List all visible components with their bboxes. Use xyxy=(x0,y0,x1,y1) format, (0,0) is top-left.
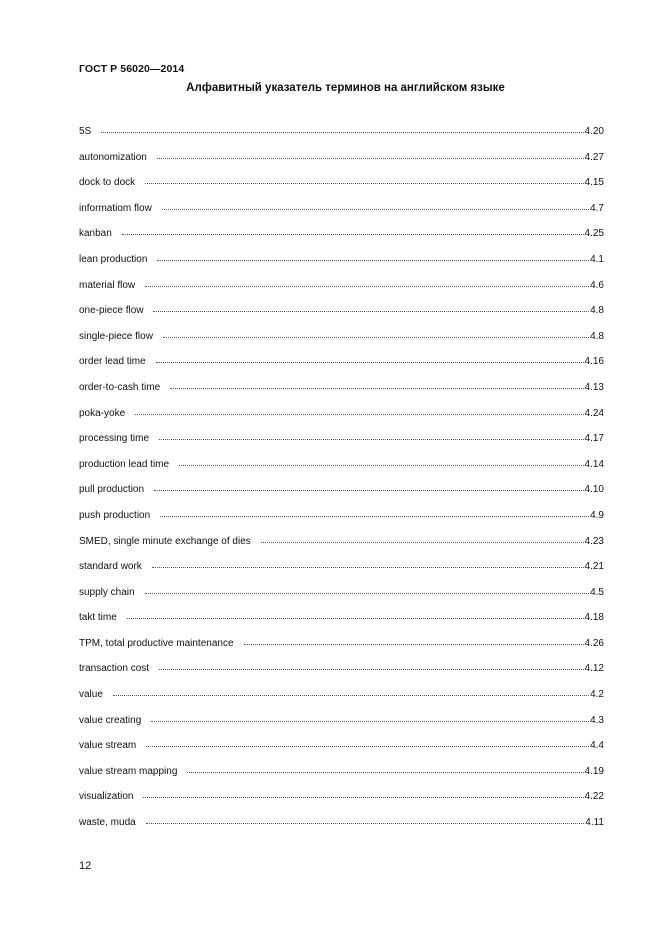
dot-leader xyxy=(113,687,589,697)
dot-leader xyxy=(135,406,583,416)
dot-leader xyxy=(122,226,584,236)
index-reference: 4.14 xyxy=(584,458,604,470)
index-reference: 4.3 xyxy=(590,714,604,726)
index-reference: 4.13 xyxy=(584,381,604,393)
dot-leader xyxy=(154,482,583,492)
index-reference: 4.27 xyxy=(584,151,604,163)
index-term: pull production xyxy=(79,484,145,496)
dot-leader xyxy=(151,713,589,723)
index-term: kanban xyxy=(79,228,112,240)
index-entry xyxy=(79,661,604,687)
index-term: one-piece flow xyxy=(79,305,144,317)
dot-leader xyxy=(157,150,584,160)
index-entry xyxy=(79,278,604,304)
index-entry xyxy=(79,738,604,764)
dot-leader xyxy=(187,764,583,774)
index-reference: 4.20 xyxy=(584,126,604,137)
index-term: production lead time xyxy=(79,458,170,470)
index-reference: 4.16 xyxy=(584,356,604,368)
dot-leader xyxy=(157,252,589,262)
index-entry xyxy=(79,406,604,432)
index-reference: 4.22 xyxy=(584,791,604,803)
index-reference: 4.4 xyxy=(590,740,604,752)
index-term: autonomization xyxy=(79,151,147,163)
index-term: value stream mapping xyxy=(79,765,178,777)
index-entry xyxy=(79,124,604,150)
dot-leader xyxy=(153,303,589,313)
index-reference: 4.7 xyxy=(590,202,604,214)
index-term: 5S xyxy=(79,126,92,137)
dot-leader xyxy=(159,661,583,671)
index-reference: 4.19 xyxy=(584,765,604,777)
index-term: lean production xyxy=(79,253,148,265)
index-reference: 4.9 xyxy=(590,509,604,521)
index-entry xyxy=(79,815,604,841)
dot-leader xyxy=(179,457,583,467)
index-reference: 4.10 xyxy=(584,484,604,496)
index-term: value creating xyxy=(79,714,142,726)
index-entry xyxy=(79,329,604,355)
index-reference: 4.15 xyxy=(584,177,604,189)
dot-leader xyxy=(163,329,589,339)
dot-leader xyxy=(146,738,589,748)
index-term: dock to dock xyxy=(79,177,136,189)
index-reference: 4.6 xyxy=(590,279,604,291)
index-reference: 4.23 xyxy=(584,535,604,547)
index-entry xyxy=(79,559,604,585)
index-entry xyxy=(79,508,604,534)
document-code: ГОСТ Р 56020—2014 xyxy=(79,63,185,75)
dot-leader xyxy=(162,201,589,211)
index-entry xyxy=(79,482,604,508)
index-reference: 4.24 xyxy=(584,407,604,419)
index-term: single-piece flow xyxy=(79,330,153,342)
index-reference: 4.12 xyxy=(584,663,604,675)
index-reference: 4.18 xyxy=(584,612,604,624)
dot-leader xyxy=(152,559,584,569)
index-entry xyxy=(79,585,604,611)
index-term: standard work xyxy=(79,561,142,573)
index-entry xyxy=(79,201,604,227)
index-entry xyxy=(79,764,604,790)
index-reference: 4.2 xyxy=(590,689,604,701)
index-reference: 4.11 xyxy=(585,817,604,829)
dot-leader xyxy=(145,175,583,185)
index-reference: 4.26 xyxy=(584,637,604,649)
dot-leader xyxy=(143,789,583,799)
index-term: supply chain xyxy=(79,586,135,598)
index-term: waste, muda xyxy=(79,817,136,829)
index-entry xyxy=(79,150,604,176)
index-entry xyxy=(79,431,604,457)
index-term: SMED, single minute exchange of dies xyxy=(79,535,251,547)
index-entry xyxy=(79,687,604,713)
dot-leader xyxy=(156,354,584,364)
index-entry xyxy=(79,789,604,815)
index-term: TPM, total productive maintenance xyxy=(79,637,234,649)
dot-leader xyxy=(244,636,584,646)
dot-leader xyxy=(159,431,584,441)
index-entry xyxy=(79,610,604,636)
index-term: order-to-cash time xyxy=(79,381,161,393)
index-reference: 4.8 xyxy=(590,305,604,317)
dot-leader xyxy=(261,534,584,544)
index-term: takt time xyxy=(79,612,117,624)
dot-leader xyxy=(146,815,585,825)
index-term: visualization xyxy=(79,791,134,803)
index-term: transaction cost xyxy=(79,663,150,675)
dot-leader xyxy=(101,124,583,134)
index-term: processing time xyxy=(79,433,150,445)
index-reference: 4.21 xyxy=(584,561,604,573)
dot-leader xyxy=(145,278,589,288)
index-term: order lead time xyxy=(79,356,146,368)
dot-leader xyxy=(160,508,589,518)
index-entry xyxy=(79,380,604,406)
index-reference: 4.5 xyxy=(590,586,604,598)
index-entry xyxy=(79,303,604,329)
index-reference: 4.1 xyxy=(590,253,604,265)
index-entry xyxy=(79,175,604,201)
index-entry xyxy=(79,226,604,252)
index-reference: 4.8 xyxy=(590,330,604,342)
index-reference: 4.25 xyxy=(584,228,604,240)
index-entry xyxy=(79,457,604,483)
index-entry xyxy=(79,713,604,739)
index-term: push production xyxy=(79,509,151,521)
term-index-list xyxy=(79,124,604,841)
index-term: informatiom flow xyxy=(79,202,152,214)
index-term: value xyxy=(79,689,103,701)
page-title: Алфавитный указатель терминов на английском языке xyxy=(186,82,505,94)
index-term: poka-yoke xyxy=(79,407,126,419)
index-term: value stream xyxy=(79,740,137,752)
page-number: 12 xyxy=(79,860,92,872)
index-reference: 4.17 xyxy=(584,433,604,445)
dot-leader xyxy=(127,610,584,620)
index-entry xyxy=(79,636,604,662)
dot-leader xyxy=(170,380,583,390)
index-entry xyxy=(79,252,604,278)
index-entry xyxy=(79,534,604,560)
index-term: material flow xyxy=(79,279,136,291)
dot-leader xyxy=(145,585,590,595)
index-entry xyxy=(79,354,604,380)
